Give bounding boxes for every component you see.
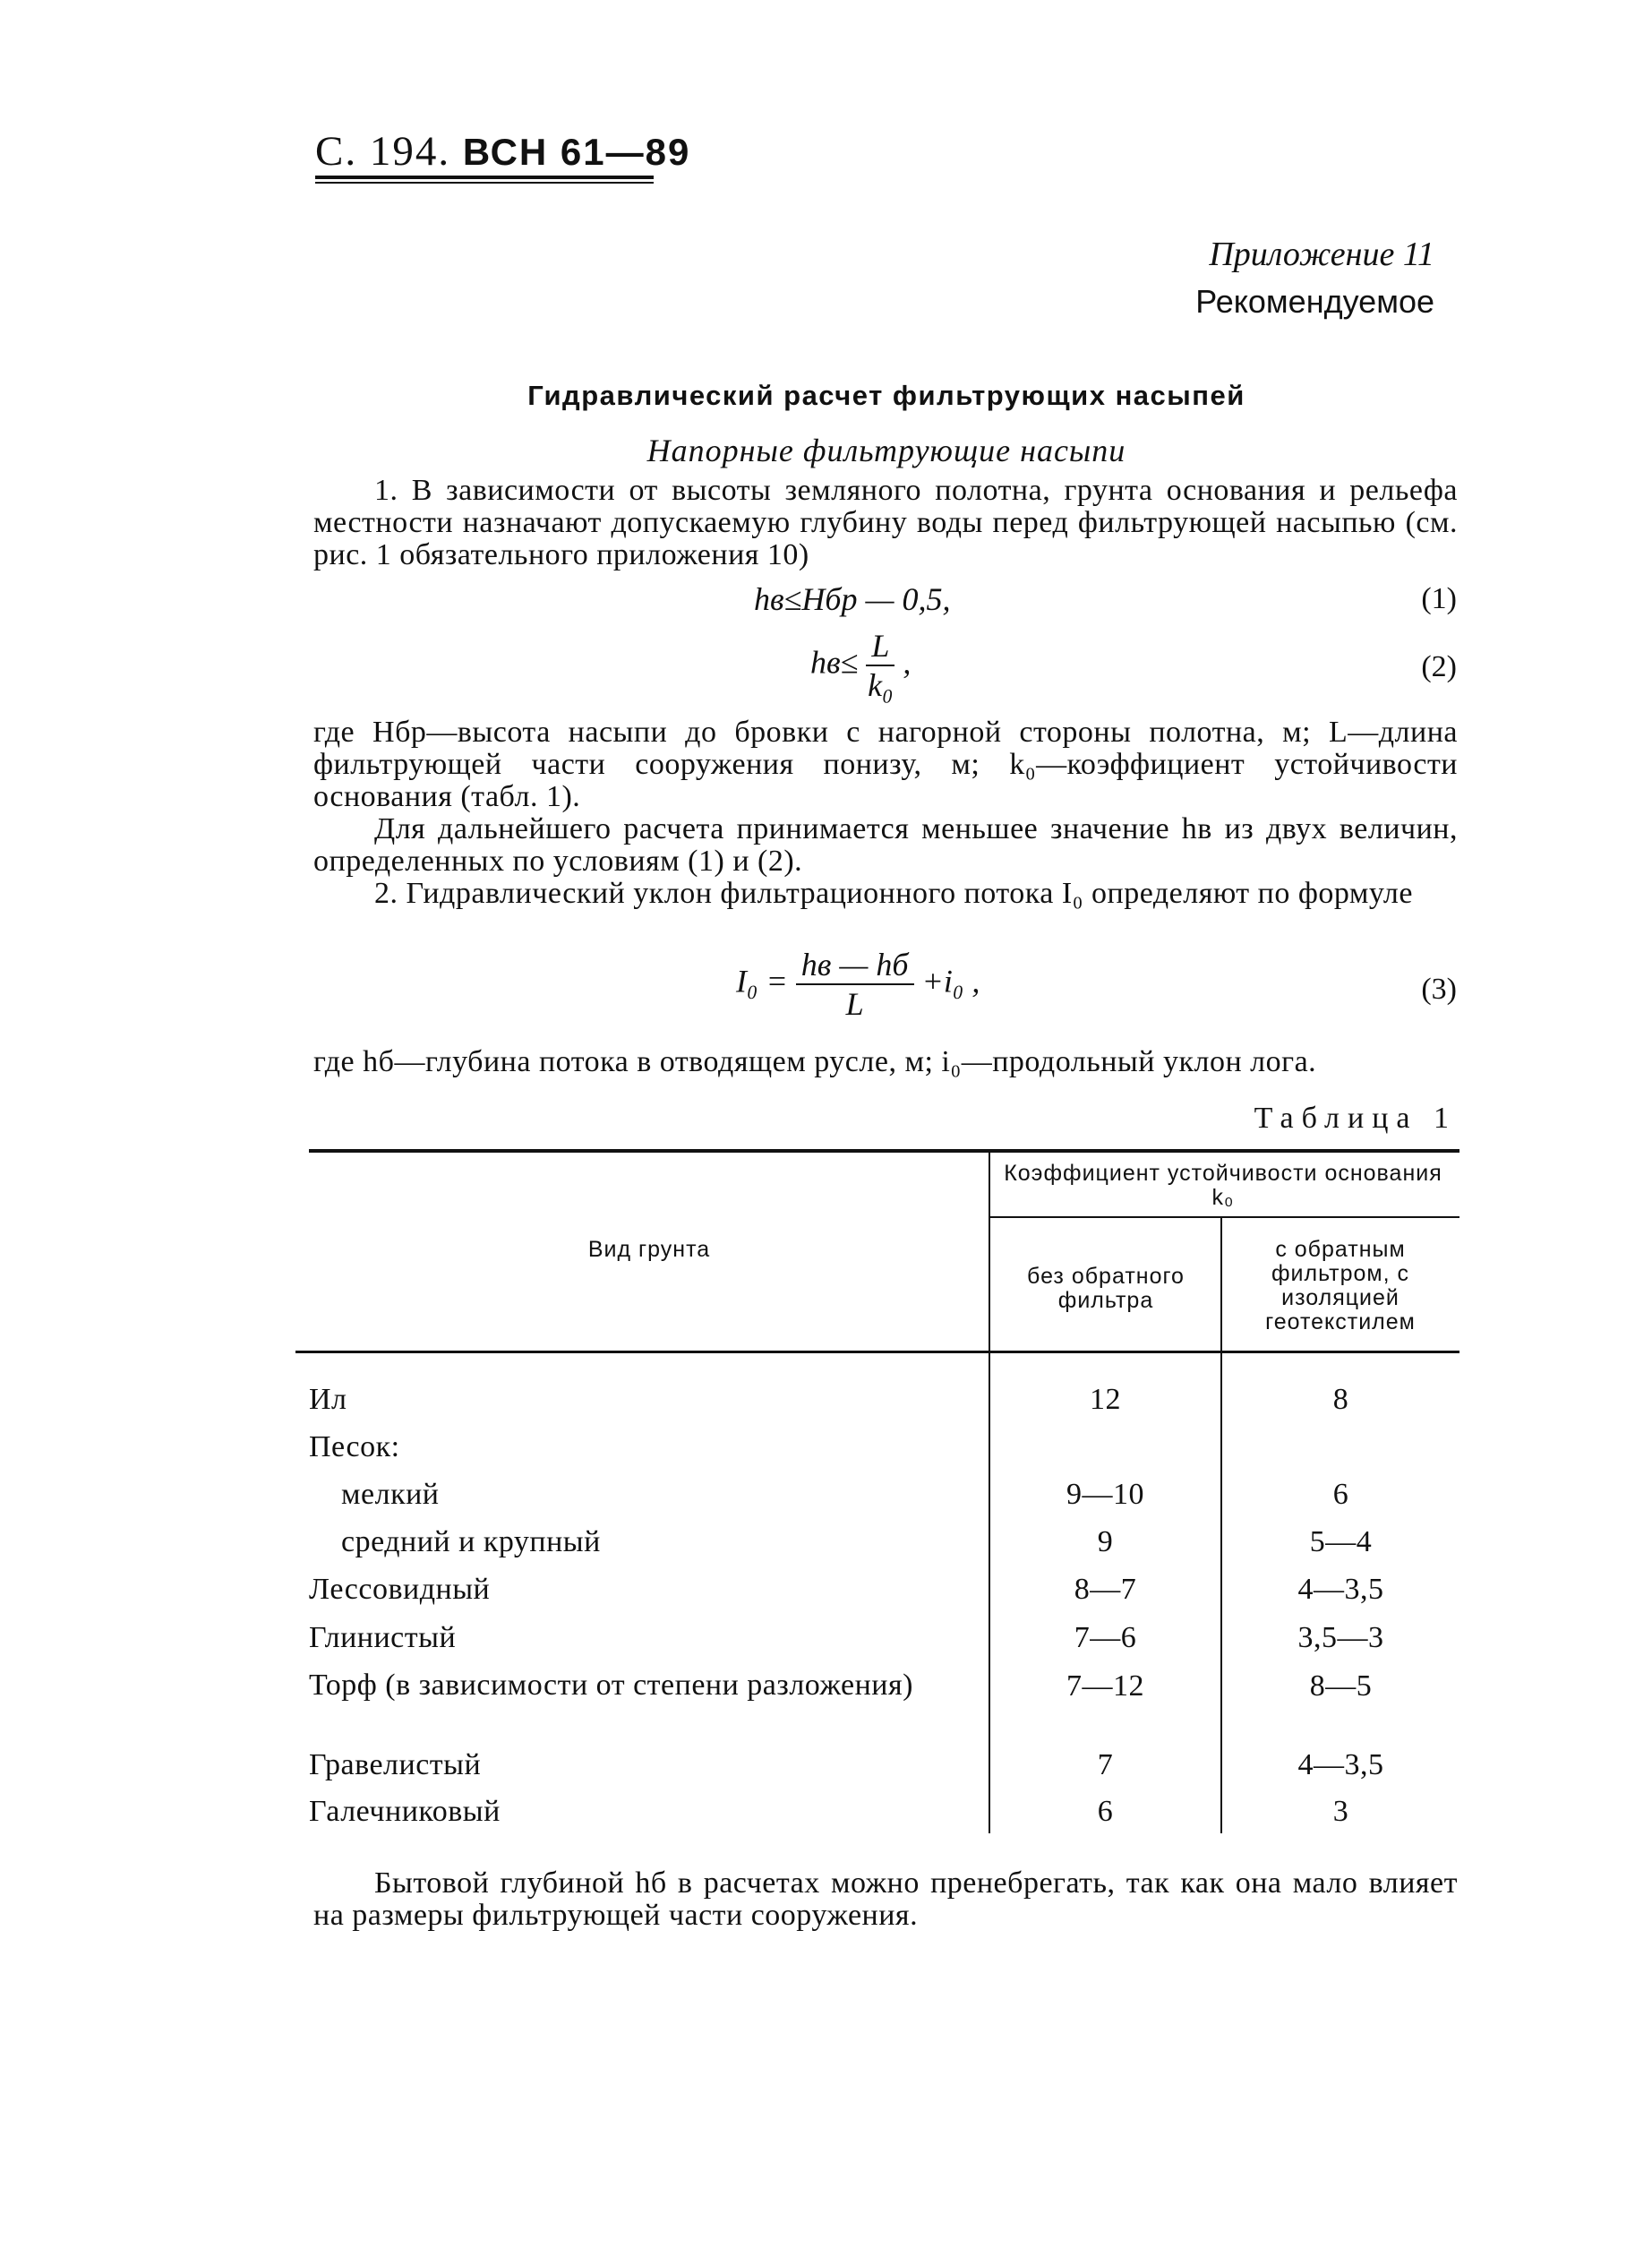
formula-2-fraction <box>866 627 894 704</box>
formula-3-number: (3) <box>1421 973 1457 1006</box>
formula-3-numerator: hв — hб <box>796 946 914 985</box>
table-top-rule <box>309 1149 1459 1153</box>
formula-3-lhs: I₀ = <box>736 963 788 1000</box>
formula-2-denominator: k₀ <box>868 667 894 703</box>
row-b-7: 4—3,5 <box>1297 1748 1384 1781</box>
paragraph-1: 1. В зависимости от высоты земляного полотна, грунта основания и рельефа местности назначают допускаемую глубину воды перед фильтрующей насыпью (см. рис. 1 обязательного приложения 10) <box>313 474 1458 571</box>
row-soil-7: Гравелистый <box>309 1748 482 1781</box>
section-subtitle: Напорные фильтрующие насыпи <box>646 433 1126 468</box>
formula-1: hв≤Hбр — 0,5, <box>754 581 951 617</box>
paragraph-3: Для дальнейшего расчета принимается меньшее значение hв из двух величин, определенных по условиям (1) и (2). <box>313 812 1458 878</box>
formula-3 <box>736 946 980 1023</box>
formula-2-lhs: hв≤ <box>810 644 859 681</box>
paragraph-5: где hб—глубина потока в отводящем русле, м; i₀—продольный уклон лога. <box>313 1045 1317 1078</box>
header-rule-thin <box>315 182 654 184</box>
row-soil-1: Песок: <box>309 1430 400 1463</box>
row-b-4: 4—3,5 <box>1297 1573 1384 1606</box>
page-label: С. 194. <box>315 128 451 175</box>
row-b-2: 6 <box>1332 1478 1349 1511</box>
row-b-8: 3 <box>1332 1795 1349 1828</box>
row-soil-2: мелкий <box>341 1478 440 1511</box>
table-header-rule <box>295 1351 1459 1353</box>
row-a-6: 7—12 <box>1066 1669 1144 1703</box>
paragraph-4: 2. Гидравлический уклон фильтрационного потока I₀ определяют по формуле <box>374 877 1413 910</box>
formula-2 <box>810 627 911 704</box>
row-soil-0: Ил <box>309 1383 347 1416</box>
appendix-label: Приложение 11 <box>1209 236 1434 273</box>
row-a-0: 12 <box>1090 1383 1121 1416</box>
formula-3-fraction <box>796 946 914 1023</box>
col-header-group: Коэффициент устойчивости основания k₀ <box>1004 1161 1442 1210</box>
col-header-no-filter: без обратного фильтра <box>1027 1264 1185 1313</box>
row-soil-4: Лессовидный <box>309 1573 491 1606</box>
doc-code: ВСН 61—89 <box>462 131 691 173</box>
formula-3-tail: +i₀ , <box>921 963 980 1000</box>
row-b-0: 8 <box>1332 1383 1349 1416</box>
appendix-status: Рекомендуемое <box>1195 283 1434 320</box>
row-b-5: 3,5—3 <box>1297 1621 1384 1654</box>
formula-3-denominator: L <box>845 986 864 1022</box>
col-header-soil: Вид грунта <box>587 1237 711 1262</box>
table-caption: Таблица 1 <box>1254 1102 1457 1135</box>
row-a-5: 7—6 <box>1074 1621 1137 1654</box>
table-group-rule <box>990 1216 1459 1218</box>
row-soil-5: Глинистый <box>309 1621 457 1654</box>
formula-2-numerator: L <box>866 627 894 666</box>
section-title: Гидравлический расчет фильтрующих насыпей <box>527 380 1245 411</box>
formula-1-number: (1) <box>1421 582 1457 615</box>
row-soil-3: средний и крупный <box>341 1525 601 1558</box>
row-soil-6: Торф (в зависимости от степени разложения) <box>309 1669 913 1702</box>
formula-2-tail: , <box>903 644 912 681</box>
row-a-2: 9—10 <box>1066 1478 1144 1511</box>
row-soil-8: Галечниковый <box>309 1795 501 1828</box>
row-b-6: 8—5 <box>1309 1669 1373 1703</box>
row-a-8: 6 <box>1097 1795 1114 1828</box>
formula-2-number: (2) <box>1421 650 1457 683</box>
header-rule <box>315 176 654 179</box>
row-a-7: 7 <box>1097 1748 1114 1781</box>
row-b-3: 5—4 <box>1309 1525 1373 1558</box>
closing-paragraph: Бытовой глубиной hб в расчетах можно пренебрегать, так как она мало влияет на размеры фильтрующей части сооружения. <box>313 1866 1458 1932</box>
row-a-3: 9 <box>1097 1525 1114 1558</box>
col-header-with-filter: с обратным фильтром, с изоляцией геотекстилем <box>1265 1237 1416 1334</box>
running-header <box>315 127 690 176</box>
paragraph-2: где Hбр—высота насыпи до бровки с нагорной стороны полотна, м; L—длина фильтрующей части сооружения понизу, м; k₀—коэффициент устойчивости основания (табл. 1). <box>313 716 1458 813</box>
row-a-4: 8—7 <box>1074 1573 1137 1606</box>
